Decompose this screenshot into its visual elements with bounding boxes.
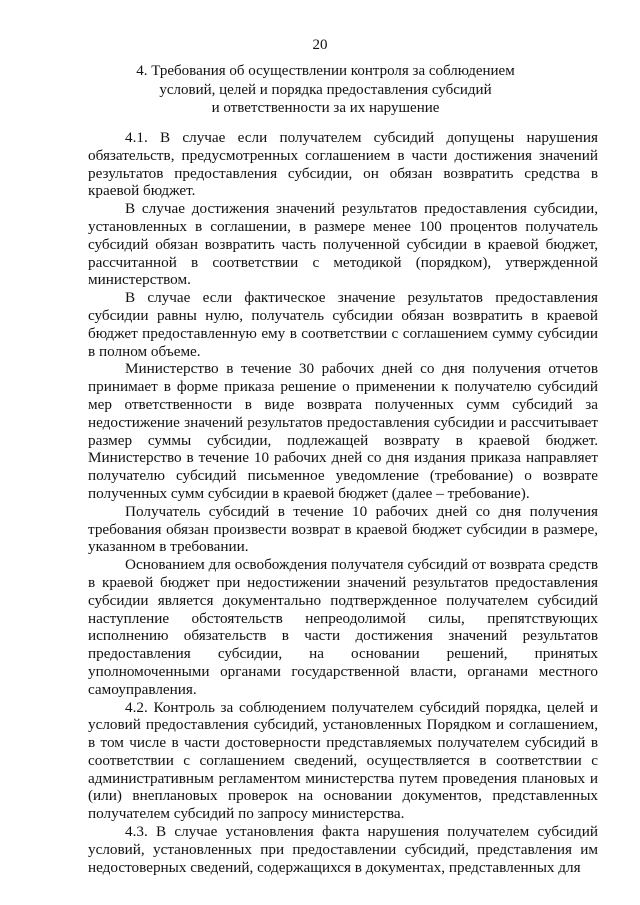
section-title <box>88 62 563 118</box>
paragraph-4-3: 4.3. В случае установления факта нарушения получателем субсидий условий, установленных при предоставлении субсидий, представления им недостоверных сведений, содержащихся в документах, представленных для <box>88 823 598 876</box>
paragraph-4-1: 4.1. В случае если получателем субсидий допущены нарушения обязательств, предусмотренных соглашением в части достижения значений результатов предоставления субсидии, он обязан возвратить средства в краевой бюджет. <box>88 129 598 200</box>
section-title-line-3: и ответственности за их нарушение <box>211 100 440 116</box>
paragraph-full-return: В случае если фактическое значение результатов предоставления субсидии равны нулю, получатель субсидии обязан возвратить в краевой бюджет предоставленную ему в соответствии с соглашением сумму субсидии в полном объеме. <box>88 289 598 360</box>
section-title-line-2: условий, целей и порядка предоставления субсидий <box>159 81 492 98</box>
paragraph-ministry-decision: Министерство в течение 30 рабочих дней со дня получения отчетов принимает в форме приказа решение о применении к получателю субсидий мер ответственности в виде возврата полученных сумм субсидий за недостижение значений результатов предоставления субсидии и рассчитывает размер суммы субсидии, подлежащей возврату в краевой бюджет. Министерство в течение 10 рабочих дней со дня издания приказа направляет получателю субсидий письменное уведомление (требование) о возврате полученных сумм субсидии в краевой бюджет (далее – требование). <box>88 360 598 502</box>
section-title-line-1: 4. Требования об осуществлении контроля за соблюдением <box>136 63 515 79</box>
paragraph-exemption-basis: Основанием для освобождения получателя субсидий от возврата средств в краевой бюджет при недостижении значений результатов предоставления субсидии является документально подтвержденное получателем субсидий наступление обстоятельств непреодолимой силы, препятствующих исполнению обязательств в части достижения значений результатов предоставления субсидии, на основании решений, принятых уполномоченными органами государственной власти, органами местного самоуправления. <box>88 556 598 698</box>
page-number: 20 <box>312 37 328 53</box>
paragraph-recipient-return: Получатель субсидий в течение 10 рабочих дней со дня получения требования обязан произвести возврат в краевой бюджет субсидии в размере, указанном в требовании. <box>88 502 598 556</box>
paragraph-4-2: 4.2. Контроль за соблюдением получателем субсидий порядка, целей и условий предоставления субсидий, установленных Порядком и соглашением, в том числе в части достоверности представляемых получателем субсидий в соответствии с соглашением сведений, осуществляется в соответствии с административным регламентом министерства путем проведения плановых и (или) внеплановых проверок на основании документов, представленных получателем субсидий по запросу министерства. <box>88 698 598 823</box>
body-text <box>88 129 598 876</box>
paragraph-partial-return: В случае достижения значений результатов предоставления субсидии, установленных в соглашении, в размере менее 100 процентов получатель субсидий обязан возвратить часть полученной субсидии в краевой бюджет, рассчитанной в соответствии с методикой (порядком), утвержденной министерством. <box>88 200 598 289</box>
